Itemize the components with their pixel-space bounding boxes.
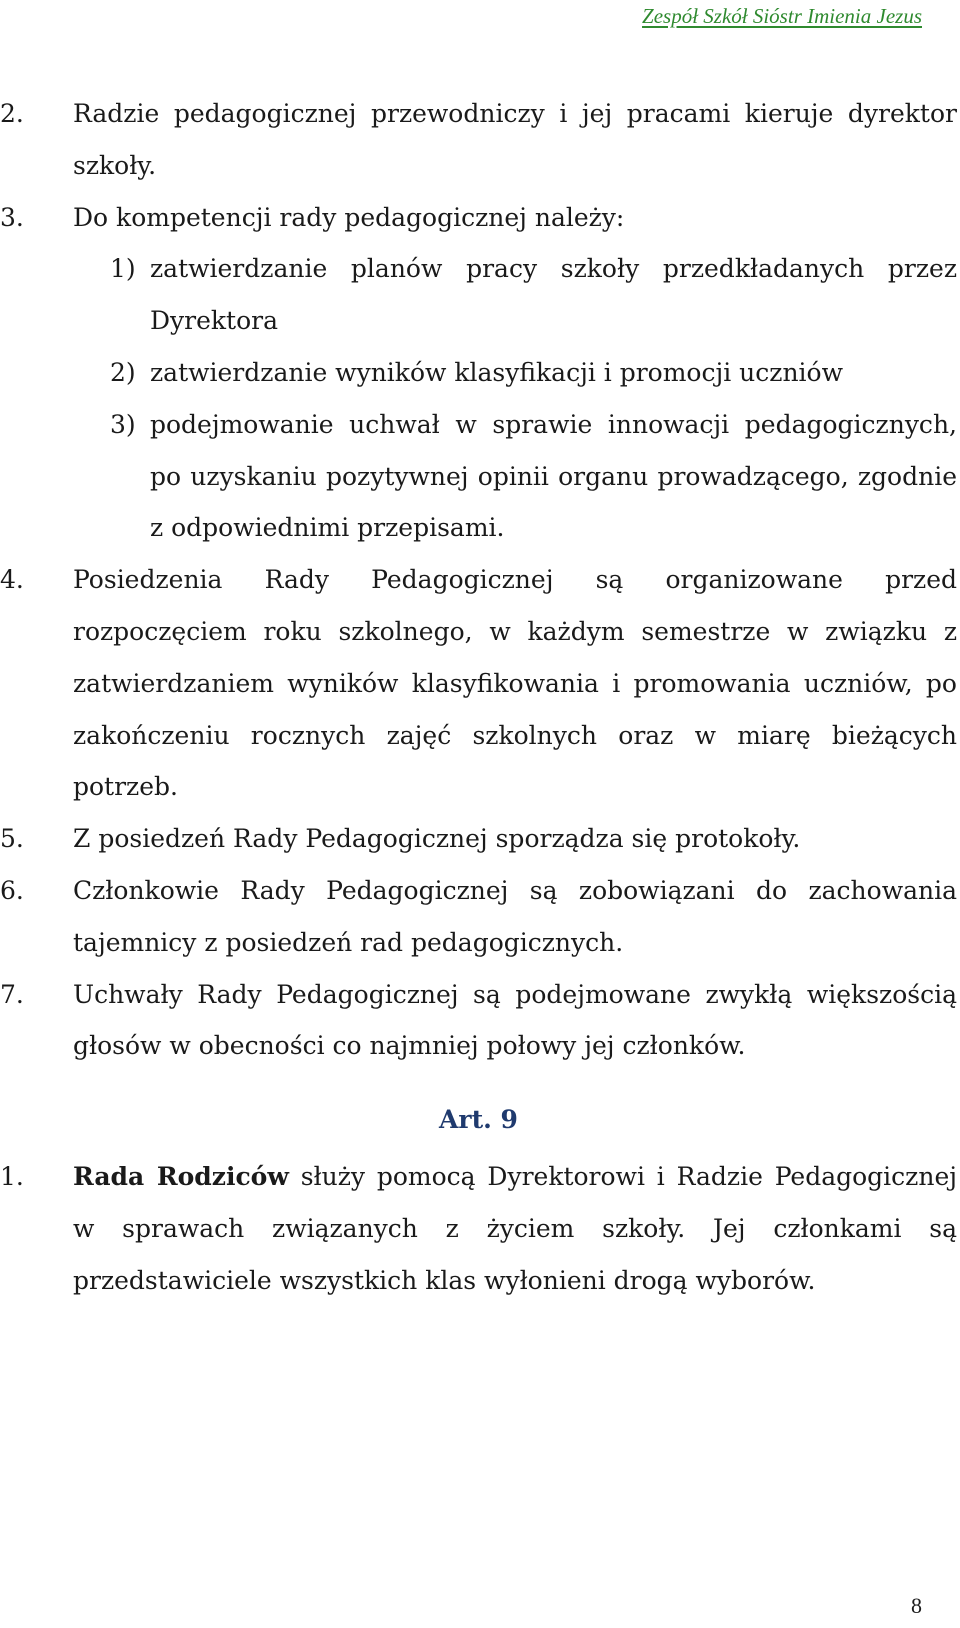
item-number: 6. bbox=[0, 875, 24, 905]
list-item bbox=[0, 88, 957, 192]
list-item bbox=[0, 554, 957, 813]
item-text: Radzie pedagogicznej przewodniczy i jej pracami kieruje dyrektor szkoły. bbox=[73, 99, 957, 180]
sub-item-text: zatwierdzanie wyników klasyfikacji i promocji uczniów bbox=[150, 357, 843, 387]
header-school-name: Zespół Szkół Sióstr Imienia Jezus bbox=[642, 4, 922, 28]
article-title: Art. 9 bbox=[439, 1105, 518, 1135]
item-text: Posiedzenia Rady Pedagogicznej są organizowane przed rozpoczęciem roku szkolnego, w każdym semestrze w związku z zatwierdzaniem wyników klasyfikowania i promowania uczniów, po zakończeniu rocznych zajęć szkolnych oraz w miarę bieżących potrzeb. bbox=[73, 565, 957, 802]
item-number: 4. bbox=[0, 565, 24, 595]
sub-item-number: 1) bbox=[110, 254, 136, 284]
item-text: służy pomocą Dyrektorowi i Radzie Pedagogicznej w sprawach związanych z życiem szkoły. Jej członkami są przedstawiciele wszystkich klas wyłonieni drogą wyborów. bbox=[73, 1162, 957, 1295]
list-item bbox=[0, 1151, 957, 1306]
sub-list-item bbox=[0, 399, 957, 554]
list-item bbox=[0, 192, 957, 244]
list-item bbox=[0, 969, 957, 1073]
item-number: 3. bbox=[0, 202, 24, 232]
list-item bbox=[0, 865, 957, 969]
item-bold-term: Rada Rodziców bbox=[73, 1162, 289, 1192]
sub-item-text: podejmowanie uchwał w sprawie innowacji pedagogicznych, po uzyskaniu pozytywnej opinii organu prowadzącego, zgodnie z odpowiednimi przepisami. bbox=[150, 409, 957, 543]
item-number: 5. bbox=[0, 824, 24, 854]
sub-item-number: 3) bbox=[110, 409, 136, 439]
item-text: Z posiedzeń Rady Pedagogicznej sporządza się protokoły. bbox=[73, 824, 801, 854]
item-text: Członkowie Rady Pedagogicznej są zobowiązani do zachowania tajemnicy z posiedzeń rad pedagogicznych. bbox=[73, 875, 957, 957]
sub-list-item bbox=[0, 347, 957, 399]
sub-item-number: 2) bbox=[110, 357, 136, 387]
item-number: 1. bbox=[0, 1162, 24, 1192]
sub-item-text: zatwierdzanie planów pracy szkoły przedkładanych przez Dyrektora bbox=[150, 254, 957, 336]
item-text: Uchwały Rady Pedagogicznej są podejmowane zwykłą większością głosów w obecności co najmniej połowy jej członków. bbox=[73, 979, 957, 1061]
sub-list-item bbox=[0, 243, 957, 347]
list-item bbox=[0, 813, 957, 865]
item-text: Do kompetencji rady pedagogicznej należy: bbox=[73, 202, 625, 232]
document-body bbox=[0, 88, 957, 1307]
page-number: 8 bbox=[911, 1593, 922, 1618]
item-number: 2. bbox=[0, 99, 24, 128]
item-number: 7. bbox=[0, 979, 24, 1009]
